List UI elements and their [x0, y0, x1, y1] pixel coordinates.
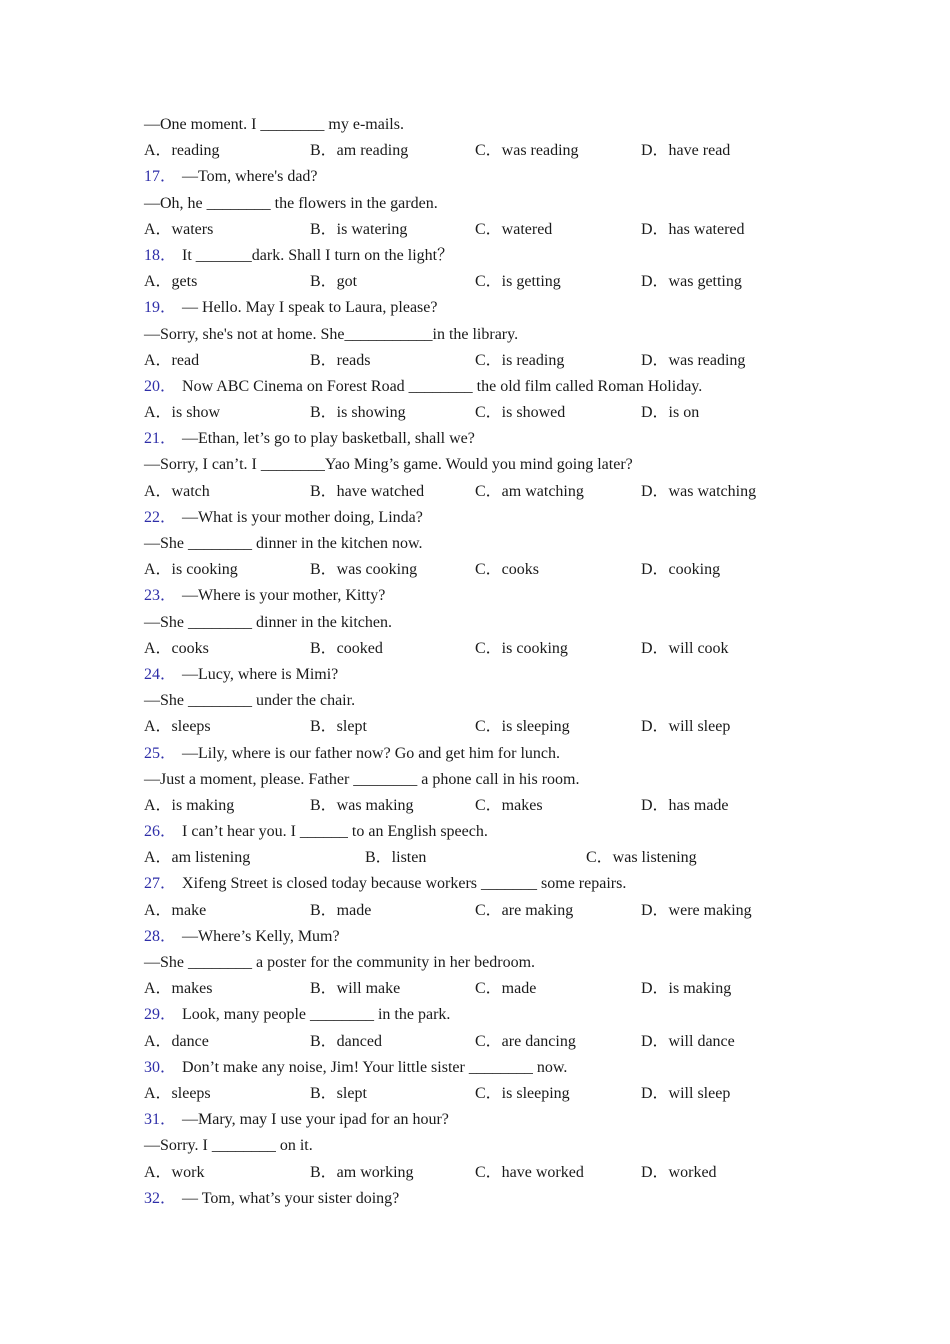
- question-number-separator: ．: [160, 1058, 177, 1076]
- answer-options: [144, 400, 824, 426]
- question-stem: [144, 1186, 824, 1212]
- option-a: A．is cooking: [144, 561, 238, 579]
- question-number-separator: ．: [160, 168, 177, 186]
- option-a: A．dance: [144, 1032, 209, 1050]
- option-a: A．sleeps: [144, 1084, 211, 1102]
- question-number: 32: [144, 1189, 160, 1207]
- option-c: C．have worked: [475, 1163, 584, 1181]
- option-a: A．is making: [144, 796, 235, 814]
- option-a: A．makes: [144, 980, 213, 998]
- answer-options: [144, 898, 824, 924]
- option-a: A．watch: [144, 482, 210, 500]
- dialogue-line: —Sorry, I can’t. I ________Yao Ming’s game. Would you mind going later?: [144, 456, 633, 474]
- question-text: Now ABC Cinema on Forest Road ________ the old film called Roman Holiday.: [182, 377, 703, 395]
- question-number: 24: [144, 665, 160, 683]
- option-b: B．slept: [310, 718, 367, 736]
- answer-options: [144, 793, 824, 819]
- question-text: —Lucy, where is Mimi?: [182, 665, 339, 683]
- question-stem: [144, 924, 824, 950]
- option-d: D．is making: [641, 980, 732, 998]
- option-d: D．were making: [641, 901, 752, 919]
- option-c: C．am watching: [475, 482, 584, 500]
- question-stem: [144, 662, 824, 688]
- option-c: C．cooks: [475, 561, 540, 579]
- question-stem: [144, 1055, 824, 1081]
- question-number: 19: [144, 299, 160, 317]
- option-b: B．cooked: [310, 639, 383, 657]
- answer-options: [144, 269, 824, 295]
- answer-options: [144, 636, 824, 662]
- question-number-separator: ．: [160, 823, 177, 841]
- option-c: C．was reading: [475, 142, 579, 160]
- option-d: D．has made: [641, 796, 729, 814]
- answer-options: [144, 557, 824, 583]
- option-d: D．worked: [641, 1163, 717, 1181]
- dialogue-line: —She ________ dinner in the kitchen.: [144, 613, 392, 631]
- option-c: C．makes: [475, 796, 543, 814]
- dialogue-line: —Oh, he ________ the flowers in the garden.: [144, 194, 438, 212]
- option-b: B．was cooking: [310, 561, 418, 579]
- option-a: A．is show: [144, 404, 221, 422]
- option-a: A．cooks: [144, 639, 209, 657]
- question-number-separator: ．: [160, 508, 177, 526]
- option-c: C．made: [475, 980, 537, 998]
- question-number: 26: [144, 823, 160, 841]
- question-text: I can’t hear you. I ______ to an English speech.: [182, 823, 488, 841]
- question-text: —What is your mother doing, Linda?: [182, 508, 423, 526]
- question-stem: [144, 583, 824, 609]
- answer-options: [144, 1081, 824, 1107]
- question-stem: [144, 741, 824, 767]
- question-number: 18: [144, 246, 160, 264]
- option-a: A．read: [144, 351, 200, 369]
- answer-options: [144, 1029, 824, 1055]
- option-b: B．will make: [310, 980, 401, 998]
- question-stem: [144, 505, 824, 531]
- question-number-separator: ．: [160, 1189, 177, 1207]
- question-text: —Where is your mother, Kitty?: [182, 587, 386, 605]
- answer-options: [144, 976, 824, 1002]
- option-b: B．is watering: [310, 220, 408, 238]
- question-stem: [144, 871, 824, 897]
- answer-options: [144, 1160, 824, 1186]
- question-number: 28: [144, 927, 160, 945]
- question-number-separator: ．: [160, 665, 177, 683]
- dialogue-line: —Sorry, she's not at home. She___________in the library.: [144, 325, 519, 343]
- question-number-separator: ．: [160, 744, 177, 762]
- option-c: C．is sleeping: [475, 718, 570, 736]
- option-c: C．is getting: [475, 273, 561, 291]
- question-number-separator: ．: [160, 875, 177, 893]
- option-d: D．cooking: [641, 561, 721, 579]
- question-text: Look, many people ________ in the park.: [182, 1006, 451, 1024]
- question-number: 17: [144, 168, 160, 186]
- answer-options: [144, 217, 824, 243]
- option-a: A．work: [144, 1163, 205, 1181]
- option-b: B．made: [310, 901, 372, 919]
- question-text: It _______dark. Shall I turn on the light？: [182, 246, 454, 264]
- option-c: C．is reading: [475, 351, 565, 369]
- option-d: D．is on: [641, 404, 700, 422]
- question-number: 27: [144, 875, 160, 893]
- option-d: D．will sleep: [641, 1084, 731, 1102]
- answer-options: [144, 845, 824, 871]
- question-number-separator: ．: [160, 430, 177, 448]
- question-number-separator: ．: [160, 377, 177, 395]
- question-text: — Hello. May I speak to Laura, please?: [182, 299, 438, 317]
- option-d: D．have read: [641, 142, 731, 160]
- question-stem: [144, 243, 824, 269]
- option-a: A．make: [144, 901, 207, 919]
- option-b: B．danced: [310, 1032, 382, 1050]
- question-stem: [144, 374, 824, 400]
- answer-options: [144, 714, 824, 740]
- dialogue-line: —She ________ a poster for the community in her bedroom.: [144, 954, 536, 971]
- option-d: D．has watered: [641, 220, 745, 238]
- option-c: C．watered: [475, 220, 553, 238]
- question-text: —Where’s Kelly, Mum?: [182, 927, 340, 945]
- question-number: 25: [144, 744, 160, 762]
- option-b: B．slept: [310, 1084, 367, 1102]
- question-number-separator: ．: [160, 587, 177, 605]
- question-stem: [144, 1107, 824, 1133]
- answer-options: [144, 479, 824, 505]
- dialogue-line: —Sorry. I ________ on it.: [144, 1137, 313, 1155]
- dialogue-line: —Just a moment, please. Father ________ a phone call in his room.: [144, 770, 580, 788]
- question-number-separator: ．: [160, 246, 177, 264]
- question-stem: [144, 426, 824, 452]
- question-number: 20: [144, 377, 160, 395]
- option-c: C．are making: [475, 901, 574, 919]
- question-text: —Ethan, let’s go to play basketball, shall we?: [182, 430, 475, 448]
- question-text: Xifeng Street is closed today because workers _______ some repairs.: [182, 875, 627, 893]
- option-a: A．waters: [144, 220, 214, 238]
- option-c: C．was listening: [586, 849, 697, 867]
- option-c: C．is showed: [475, 404, 566, 422]
- question-number: 22: [144, 508, 160, 526]
- option-a: A．sleeps: [144, 718, 211, 736]
- option-b: B．am reading: [310, 142, 409, 160]
- question-number: 31: [144, 1111, 160, 1129]
- option-b: B．was making: [310, 796, 414, 814]
- option-d: D．will sleep: [641, 718, 731, 736]
- option-c: C．are dancing: [475, 1032, 576, 1050]
- intro-dialogue-line: —One moment. I ________ my e-mails.: [144, 116, 404, 133]
- option-b: B．is showing: [310, 404, 406, 422]
- question-stem: [144, 164, 824, 190]
- option-d: D．was reading: [641, 351, 746, 369]
- option-a: A．gets: [144, 273, 198, 291]
- question-number: 29: [144, 1006, 160, 1024]
- option-d: D．was getting: [641, 273, 742, 291]
- question-number: 21: [144, 430, 160, 448]
- question-text: — Tom, what’s your sister doing?: [182, 1189, 400, 1207]
- option-b: B．got: [310, 273, 358, 291]
- option-b: B．have watched: [310, 482, 425, 500]
- question-number-separator: ．: [160, 1111, 177, 1129]
- question-text: —Lily, where is our father now? Go and get him for lunch.: [182, 744, 560, 762]
- option-c: C．is cooking: [475, 639, 568, 657]
- option-d: D．will cook: [641, 639, 729, 657]
- option-a: A．am listening: [144, 849, 251, 867]
- answer-options: [144, 348, 824, 374]
- option-c: C．is sleeping: [475, 1084, 570, 1102]
- dialogue-line: —She ________ under the chair.: [144, 692, 356, 710]
- question-text: —Tom, where's dad?: [182, 168, 318, 186]
- intro-options: [144, 138, 824, 164]
- option-d: D．was watching: [641, 482, 757, 500]
- question-stem: [144, 819, 824, 845]
- question-text: Don’t make any noise, Jim! Your little sister ________ now.: [182, 1058, 568, 1076]
- question-stem: [144, 295, 824, 321]
- question-list: [144, 112, 824, 1212]
- option-d: D．will dance: [641, 1032, 735, 1050]
- question-number-separator: ．: [160, 927, 177, 945]
- option-b: B．listen: [365, 849, 427, 867]
- question-number-separator: ．: [160, 299, 177, 317]
- question-number: 30: [144, 1058, 160, 1076]
- option-b: B．am working: [310, 1163, 414, 1181]
- question-number-separator: ．: [160, 1006, 177, 1024]
- question-text: —Mary, may I use your ipad for an hour?: [182, 1111, 449, 1129]
- option-a: A．reading: [144, 142, 220, 160]
- dialogue-line: —She ________ dinner in the kitchen now.: [144, 535, 423, 552]
- question-number: 23: [144, 587, 160, 605]
- question-stem: [144, 1002, 824, 1028]
- option-b: B．reads: [310, 351, 371, 369]
